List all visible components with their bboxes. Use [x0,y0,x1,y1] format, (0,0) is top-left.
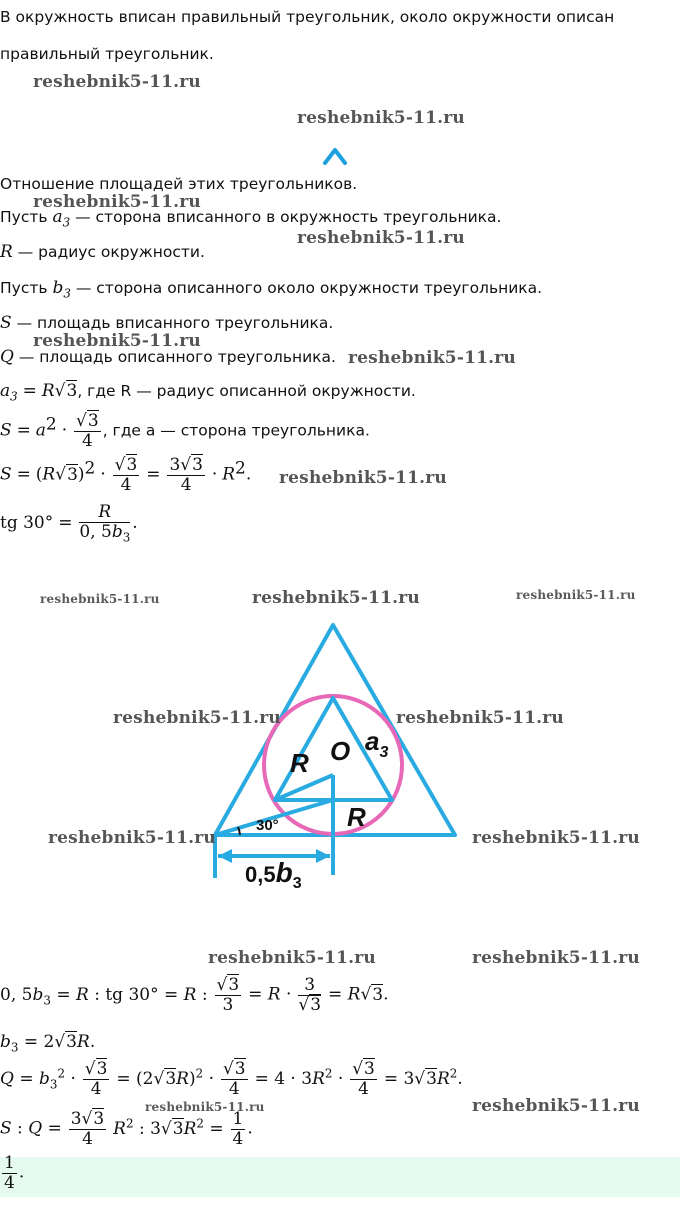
formula-05b3: 0, $5b_3 = R$ : tg 30° = R : $\frac{√3}{3}$ = R · $\frac{3}{√3}$ = R√3. [0,975,389,1015]
answer-box [0,1153,680,1197]
dimension-arrow-right [316,849,330,863]
watermark: reshebnik5-11.ru [33,72,201,92]
let-b3-line: Пусть $b_3$ — сторона описанного около окружности треугольника. [0,278,543,301]
formula-s-r: $S = (R√3)^2$ · $\frac{√3}{4}$ = $\frac{3√3}{4}$ · $R^2$. [0,455,252,495]
formula-a3: $a_3 = R√3$, где R — радиус описанной окружности. [0,381,416,404]
formula-ratio: S : Q = $\frac{3√3}{4}$ $R^2$ : $3√3R^2$ = $\frac{1}{4}$ . [0,1109,253,1149]
watermark: reshebnik5-11.ru [472,948,640,968]
watermark: reshebnik5-11.ru [472,1096,640,1116]
watermark: reshebnik5-11.ru [48,828,216,848]
formula-q: $Q = b_3^2$ · $\frac{√3}{4}$ = $(2√3R)^2$ · $\frac{√3}{4}$ = $4 \cdot 3R^2$ · $\frac{√3}{4}$ = $3√3R^2$. [0,1059,463,1099]
watermark: reshebnik5-11.ru [208,948,376,968]
watermark: reshebnik5-11.ru [252,588,420,608]
s-def-line: S — площадь вписанного треугольника. [0,313,334,333]
let-a3-line: Пусть $a_3$ — сторона вписанного в окружность треугольника. [0,207,502,230]
formula-s: $S = a^2$ · $\frac{√3}{4}$ , где a — сторона треугольника. [0,411,370,451]
watermark: reshebnik5-11.ru [396,708,564,728]
chevron-up-icon[interactable] [322,146,348,166]
label-o: O [330,736,351,766]
formula-tg: tg 30° = $\frac{R}{0, 5b_3}$ . [0,502,138,545]
watermark: reshebnik5-11.ru [33,192,201,212]
watermark: reshebnik5-11.ru [145,1100,265,1114]
watermark: reshebnik5-11.ru [113,708,281,728]
label-a3: $a_3$ [365,726,389,761]
answer-value: $\frac{1}{4}$ . [4,1153,25,1193]
watermark: reshebnik5-11.ru [40,592,160,606]
formula-b3: $b_3 = 2√3R$. [0,1032,96,1055]
label-angle: 30° [256,817,279,834]
ratio-line: Отношение площадей этих треугольников. [0,175,358,193]
watermark: reshebnik5-11.ru [348,348,516,368]
watermark: reshebnik5-11.ru [297,108,465,128]
intro-line-1: В окружность вписан правильный треугольник, около окружности описан [0,8,615,26]
r-def-line: R — радиус окружности. [0,242,205,262]
watermark: reshebnik5-11.ru [297,228,465,248]
watermark: reshebnik5-11.ru [279,468,447,488]
watermark: reshebnik5-11.ru [33,331,201,351]
q-def-line: Q — площадь описанного треугольника. [0,347,336,367]
label-r-left: R [290,748,309,778]
label-base: $0,5b_3$ [245,857,302,890]
geometry-figure [200,620,470,890]
intro-line-2: правильный треугольник. [0,45,214,63]
dimension-arrow-left [218,849,232,863]
label-r-bottom: R [347,802,366,832]
watermark: reshebnik5-11.ru [472,828,640,848]
watermark: reshebnik5-11.ru [516,588,636,602]
